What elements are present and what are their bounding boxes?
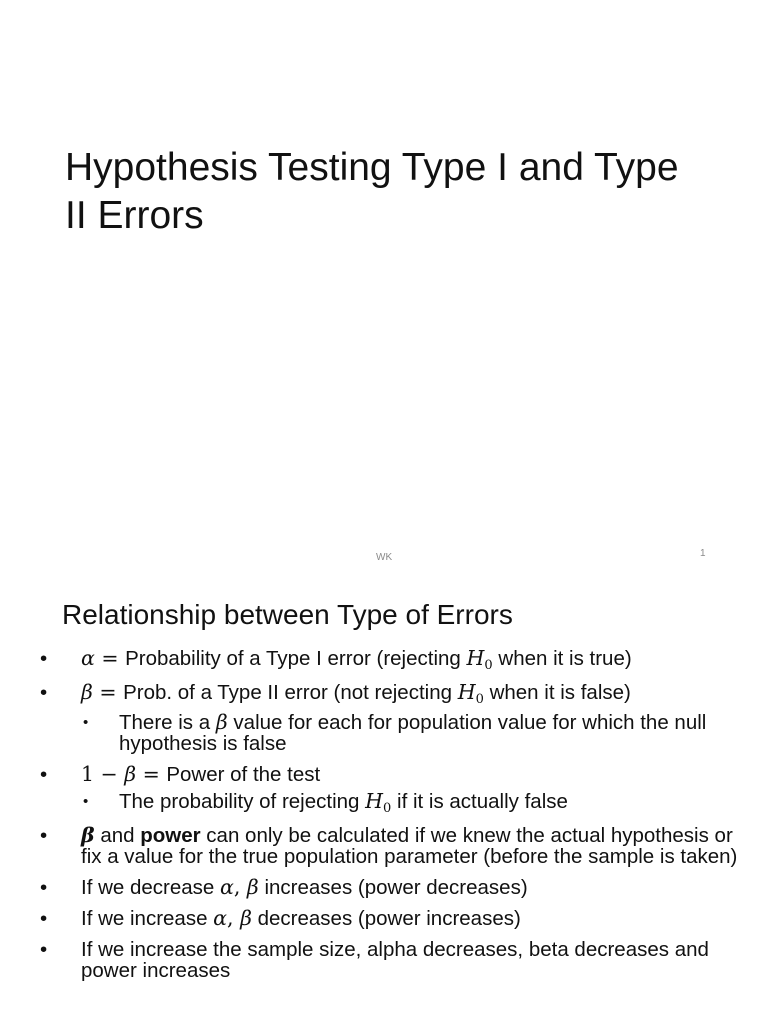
bullet-sample-size <box>0 939 768 981</box>
bullet-text: Power of the test <box>166 763 321 786</box>
beta-symbol: β <box>240 906 252 930</box>
bullet-text: The probability of rejecting <box>119 790 366 813</box>
bullet-decrease-alpha <box>0 877 768 898</box>
comma: , <box>233 875 247 899</box>
bullet-dot-icon: • <box>83 793 89 810</box>
bullet-beta-and-power <box>0 825 768 867</box>
bullet-text: value for each for population value for which the null hypothesis is false <box>119 711 707 755</box>
power-bold: power <box>140 824 201 847</box>
slide-footer: WK <box>376 552 393 563</box>
comma: , <box>227 906 241 930</box>
bullet-increase-alpha <box>0 908 768 929</box>
one-minus: 1 − <box>81 762 125 786</box>
beta-symbol-bold: β <box>81 823 95 847</box>
bullet-text: when it is true) <box>492 647 632 670</box>
page-number: 1 <box>700 548 706 559</box>
beta-symbol: β <box>124 762 137 786</box>
bullet-beta-definition <box>0 682 768 706</box>
bullet-dot-icon: • <box>40 938 48 961</box>
bullet-text: can only be calculated if we knew the actual hypothesis or fix a value for the true population parameter (before the sample is taken) <box>81 824 738 868</box>
h-symbol: H <box>365 789 384 813</box>
subscript-zero: 0 <box>484 658 493 673</box>
bullet-text: when it is false) <box>483 681 631 704</box>
bullet-text: if it is actually false <box>391 790 568 813</box>
bullet-dot-icon: • <box>83 714 89 731</box>
equals-sign: = <box>92 680 124 704</box>
bullet-text: There is a <box>119 711 216 734</box>
bullet-dot-icon: • <box>40 647 48 670</box>
bullet-text: increases (power decreases) <box>258 876 528 899</box>
bullet-list <box>0 648 768 991</box>
sub-bullet-power-meaning <box>0 791 768 815</box>
slide-1-title: Hypothesis Testing Type I and Type II Errors <box>65 146 679 237</box>
bullet-dot-icon: • <box>40 763 48 786</box>
beta-symbol: β <box>215 710 228 734</box>
bullet-text: decreases (power increases) <box>251 907 521 930</box>
alpha-symbol: α <box>220 875 234 899</box>
h-symbol: H <box>457 680 476 704</box>
bullet-dot-icon: • <box>40 907 48 930</box>
subscript-zero: 0 <box>383 801 392 816</box>
bullet-text: Prob. of a Type II error (not rejecting <box>123 681 458 704</box>
equals-sign: = <box>94 646 126 670</box>
bullet-dot-icon: • <box>40 824 48 847</box>
bullet-text: If we decrease <box>81 876 221 899</box>
slide-2 <box>0 576 768 1024</box>
subscript-zero: 0 <box>475 692 484 707</box>
equals-sign: = <box>136 762 167 786</box>
bullet-text: Probability of a Type I error (rejecting <box>125 647 467 670</box>
bullet-text: If we increase the sample size, alpha decreases, beta decreases and power increases <box>81 938 709 982</box>
h-symbol: H <box>466 646 485 670</box>
alpha-symbol: α <box>81 646 95 670</box>
bullet-text: and <box>94 824 141 847</box>
bullet-power-definition <box>0 764 768 785</box>
alpha-symbol: α <box>213 906 228 930</box>
slide-2-title: Relationship between Type of Errors <box>62 599 513 630</box>
bullet-dot-icon: • <box>40 681 48 704</box>
sub-bullet-beta-value <box>0 712 768 754</box>
bullet-alpha-definition <box>0 648 768 672</box>
bullet-dot-icon: • <box>40 876 48 899</box>
beta-symbol: β <box>246 875 259 899</box>
bullet-text: If we increase <box>81 907 214 930</box>
beta-symbol: β <box>81 680 93 704</box>
